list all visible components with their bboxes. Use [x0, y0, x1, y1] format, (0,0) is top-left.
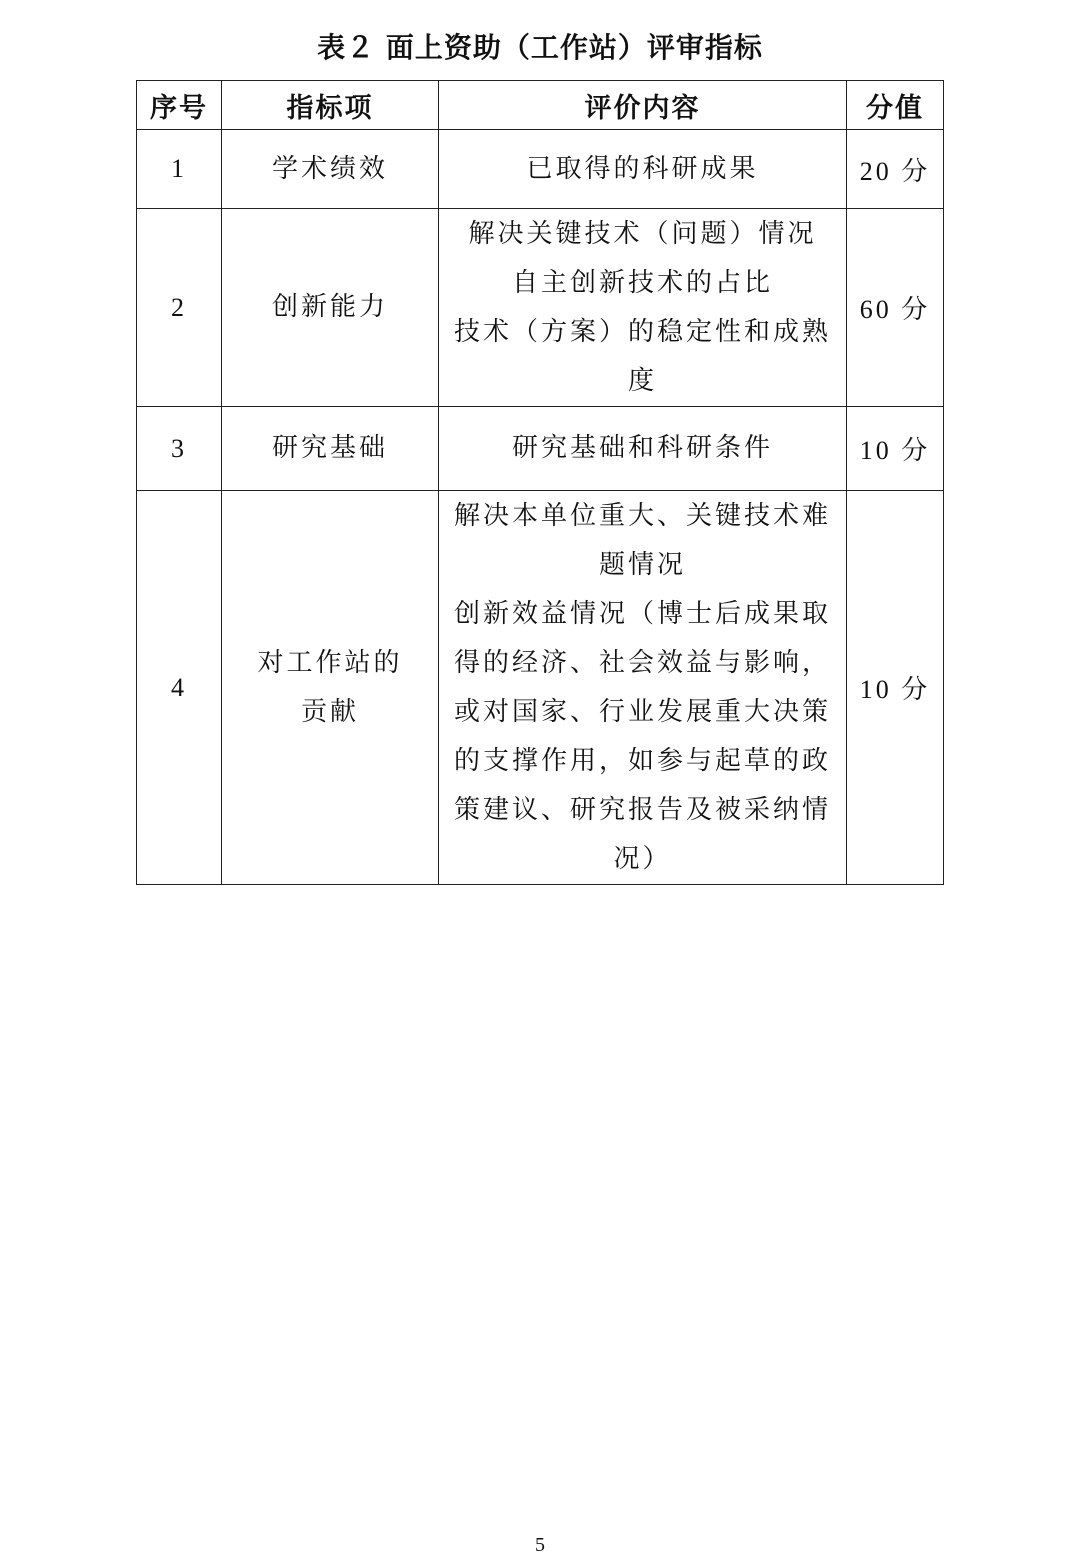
row-number: 4	[137, 491, 222, 885]
row-item-line: 贡献	[300, 696, 359, 727]
row-score: 60 分	[847, 209, 944, 407]
content-line: 得的经济、社会效益与影响，	[453, 647, 831, 678]
header-number: 序号	[137, 81, 222, 130]
content-line: 解决关键技术（问题）情况	[468, 218, 817, 249]
row-item-line: 对工作站的	[257, 647, 403, 678]
row-score: 20 分	[847, 130, 944, 209]
row-number: 2	[137, 209, 222, 407]
row-content	[439, 130, 847, 209]
header-item: 指标项	[222, 81, 439, 130]
table-row	[137, 209, 944, 407]
table-row	[137, 407, 944, 491]
content-line: 技术（方案）的稳定性和成熟	[453, 316, 831, 347]
content-line: 自主创新技术的占比	[511, 267, 773, 298]
content-line: 况）	[613, 843, 672, 874]
content-line: 解决本单位重大、关键技术难	[453, 500, 831, 531]
row-score: 10 分	[847, 491, 944, 885]
page-number: 5	[535, 1534, 545, 1556]
row-item	[222, 491, 439, 885]
row-item	[222, 209, 439, 407]
header-score: 分值	[847, 81, 944, 130]
table-header-row	[137, 81, 944, 130]
content-line: 或对国家、行业发展重大决策	[453, 696, 831, 727]
content-line: 的支撑作用，如参与起草的政	[453, 745, 831, 776]
row-score: 10 分	[847, 407, 944, 491]
table-row	[137, 130, 944, 209]
row-item	[222, 407, 439, 491]
content-line: 创新效益情况（博士后成果取	[453, 598, 831, 629]
table-row	[137, 491, 944, 885]
row-content	[439, 407, 847, 491]
content-line: 研究基础和科研条件	[511, 433, 773, 463]
row-item	[222, 130, 439, 209]
row-content	[439, 209, 847, 407]
row-number: 1	[137, 130, 222, 209]
content-line: 已取得的科研成果	[526, 153, 759, 184]
row-number: 3	[137, 407, 222, 491]
row-item-line: 创新能力	[271, 292, 388, 322]
row-content	[439, 491, 847, 885]
row-item-line: 学术绩效	[271, 153, 388, 184]
table-title: 表２ 面上资助（工作站）评审指标	[317, 31, 763, 64]
content-line: 题情况	[598, 549, 686, 580]
evaluation-criteria-table	[136, 80, 944, 885]
content-line: 度	[627, 365, 657, 396]
content-line: 策建议、研究报告及被采纳情	[453, 794, 831, 825]
row-item-line: 研究基础	[271, 433, 388, 463]
header-content: 评价内容	[439, 81, 847, 130]
